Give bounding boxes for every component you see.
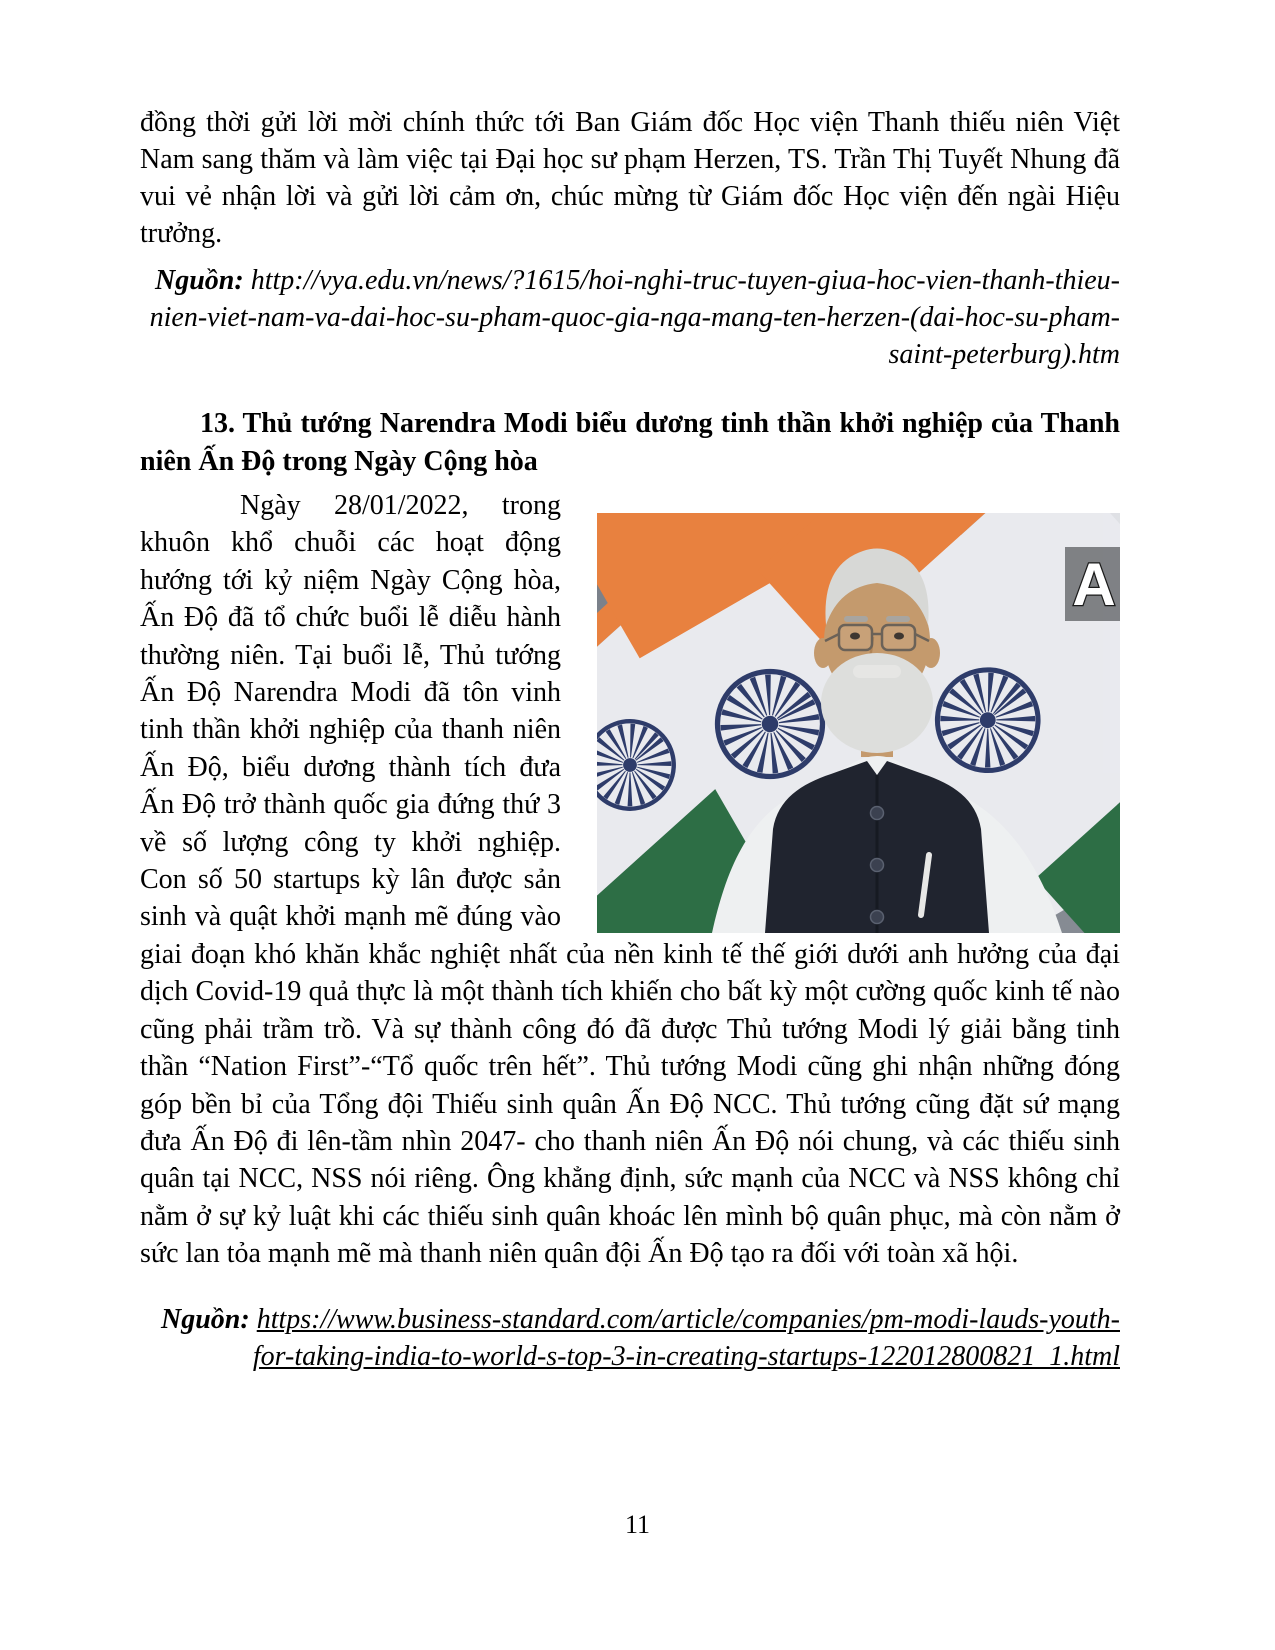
vest-button: [871, 859, 884, 872]
source-url-link[interactable]: https://www.business-standard.com/article/companies/pm-modi-lauds-youth-for-taking-india-to-world-s-top-3-in-creating-startups-122012800821_1.html: [252, 1303, 1120, 1372]
vest-button: [871, 807, 884, 820]
eyebrow: [886, 616, 910, 622]
section-13-body-text: Ngày 28/01/2022, trong khuôn khổ chuỗi các hoạt động hướng tới kỷ niệm Ngày Cộng hòa, Ấn Độ đã tổ chức buổi lễ diễu hành thường niên. Tại buổi lễ, Thủ tướng Ấn Độ Narendra Modi đã tôn vinh tinh thần khởi nghiệp của thanh niên Ấn Độ, biểu dương thành tích đưa Ấn Độ trở thành quốc gia đứng thứ 3 về số lượng công ty khởi nghiệp. Con số 50 startups kỳ lân được sản sinh và quật khởi mạnh mẽ đúng vào giai đoạn khó khăn khắc nghiệt nhất của nền kinh tế thế giới dưới anh hưởng của đại dịch Covid-19 quả thực là một thành tích khiến cho bất kỳ một cường quốc kinh tế nào cũng phải trầm trồ. Và sự thành công đó đã được Thủ tướng Modi lý giải bằng tinh thần “Nation First”-“Tổ quốc trên hết”. Thủ tướng Modi cũng ghi nhận những đóng góp bền bỉ của Tổng đội Thiếu sinh quân Ấn Độ NCC. Thủ tướng cũng đặt sứ mạng đưa Ấn Độ đi lên-tầm nhìn 2047- cho thanh niên Ấn Độ nói chung, và các thiếu sinh quân tại NCC, NSS nói riêng. Ông khẳng định, sức mạnh của NCC và NSS không chỉ nằm ở sự kỷ luật khi các thiếu sinh quân khoác lên mình bộ quân phục, mà còn nằm ở sức lan tỏa mạnh mẽ mà thanh niên quân đội Ấn Độ tạo ra đối với toàn xã hội.: [140, 490, 1120, 1270]
mustache: [853, 665, 901, 678]
modi-republic-day-photo: [597, 513, 1120, 933]
source-url-text: http://vya.edu.vn/news/?1615/hoi-nghi-truc-tuyen-giua-hoc-vien-thanh-thieu-nien-viet-nam-va-dai-hoc-su-pham-quoc-gia-nga-mang-ten-herzen-(dai-hoc-su-pham-saint-peterburg).htm: [149, 265, 1120, 370]
source-citation-2: [140, 1301, 1120, 1375]
vest-placket: [876, 775, 879, 933]
source-citation-1: [140, 262, 1120, 373]
source-label: Nguồn:: [154, 265, 244, 296]
watermark-badge: [1065, 547, 1120, 621]
continued-paragraph: đồng thời gửi lời mời chính thức tới Ban Giám đốc Học viện Thanh thiếu niên Việt Nam sang thăm và làm việc tại Đại học sư phạm Herzen, TS. Trần Thị Tuyết Nhung đã vui vẻ nhận lời và gửi lời cảm ơn, chúc mừng từ Giám đốc Học viện đến ngài Hiệu trưởng.: [140, 107, 1120, 249]
eyebrow: [844, 616, 868, 622]
vest-button: [871, 911, 884, 924]
watermark-letter: A: [1072, 551, 1116, 618]
page-number: 11: [624, 1510, 651, 1539]
page-content: [140, 104, 1120, 1375]
section-13-body: [140, 487, 1120, 1273]
section-13-heading: 13. Thủ tướng Narendra Modi biểu dương tinh thần khởi nghiệp của Thanh niên Ấn Độ trong Ngày Cộng hòa: [140, 408, 1120, 477]
source-label: Nguồn:: [161, 1303, 250, 1335]
modi-photo-illustration: [597, 513, 1120, 933]
